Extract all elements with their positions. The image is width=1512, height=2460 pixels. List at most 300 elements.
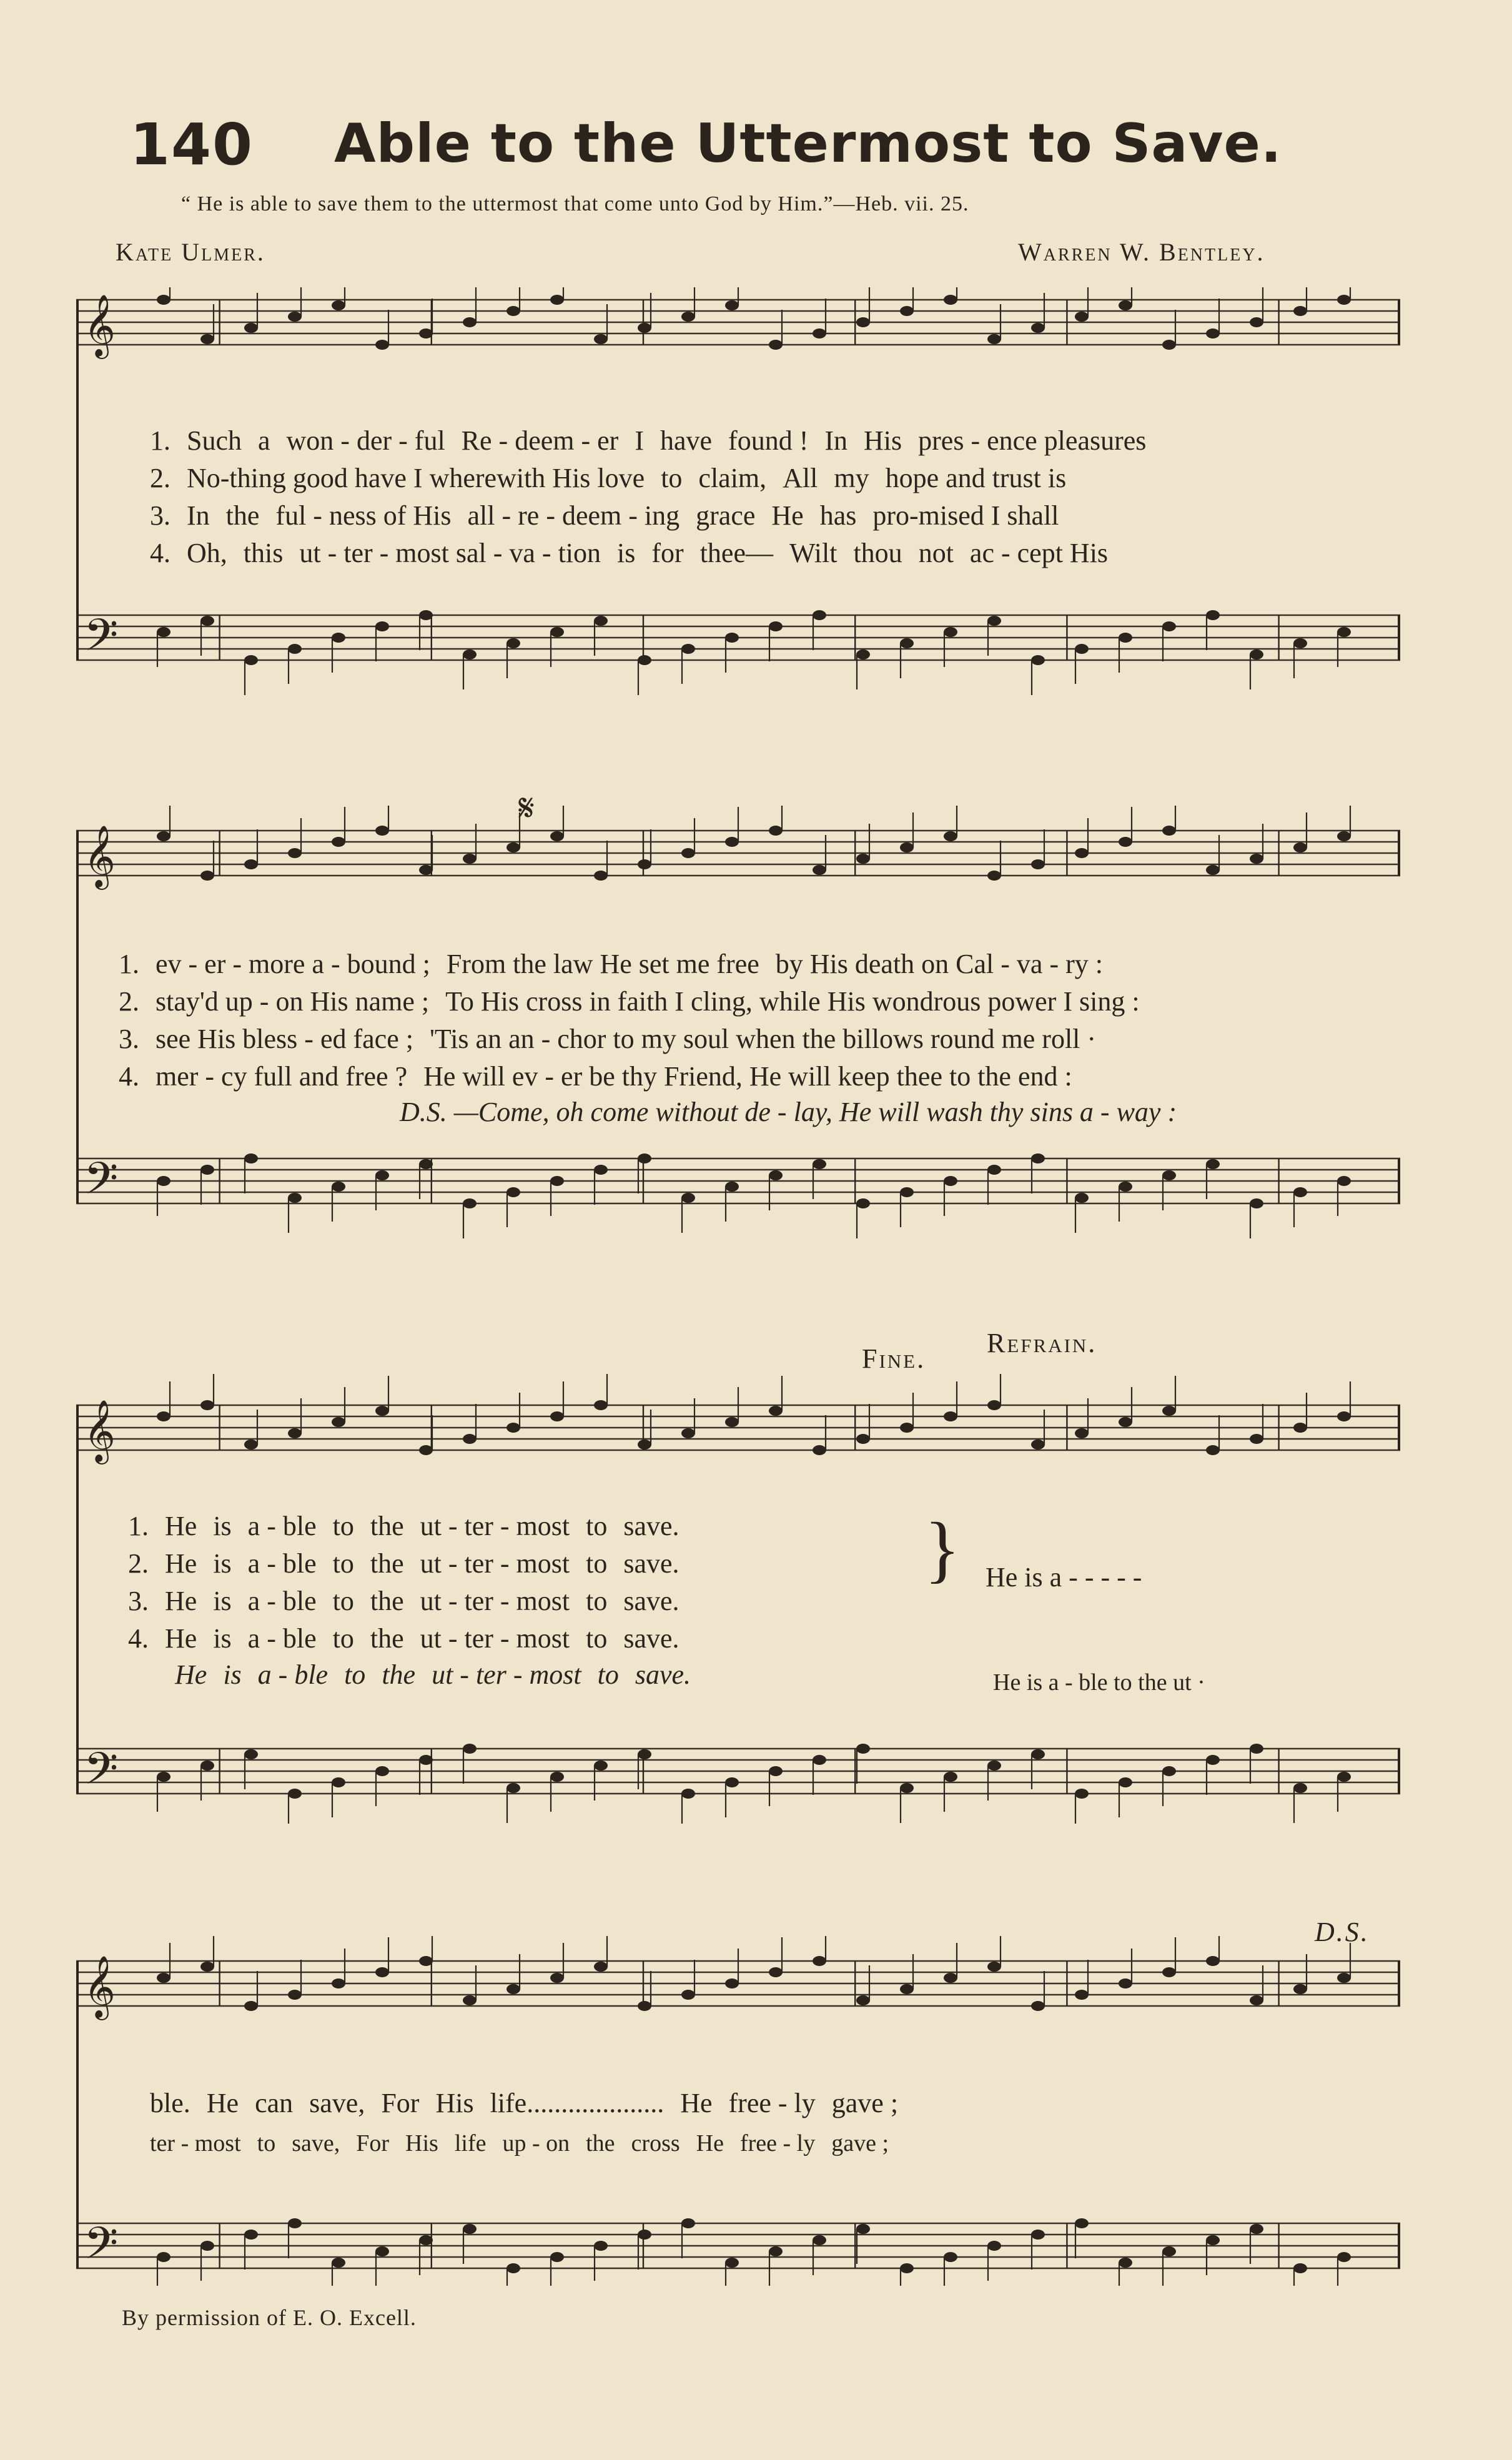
lyric-word: to — [586, 1586, 608, 1616]
notehead — [900, 2263, 914, 2273]
notehead — [1162, 2246, 1176, 2256]
lyric-word: His — [435, 2088, 474, 2118]
lyric-word: to — [332, 1511, 354, 1541]
notehead — [550, 627, 564, 637]
notehead — [200, 2241, 214, 2251]
lyric-word: For — [381, 2088, 420, 2118]
notehead — [1250, 1744, 1263, 1754]
notehead — [288, 1428, 302, 1438]
notehead — [332, 1182, 345, 1192]
lyric-word: the — [370, 1623, 404, 1654]
notehead — [157, 295, 170, 305]
notehead — [725, 2258, 739, 2268]
notehead — [594, 871, 608, 881]
lyric-word: save. — [623, 1623, 679, 1654]
notehead — [987, 616, 1001, 626]
notehead — [987, 1400, 1001, 1410]
lyric-word: gave ; — [831, 2130, 889, 2156]
notehead — [244, 1749, 258, 1759]
lyric-word: All — [783, 463, 818, 493]
notehead — [463, 1995, 477, 2005]
lyric-word: gave ; — [831, 2088, 899, 2118]
notehead — [244, 323, 258, 333]
verse-brace: } — [924, 1507, 961, 1590]
notehead — [1337, 295, 1351, 305]
notehead — [856, 1198, 870, 1208]
lyric-word: to — [661, 463, 683, 493]
notehead — [813, 328, 826, 338]
treble-clef-icon: 𝄞 — [84, 294, 116, 357]
notehead — [681, 1428, 695, 1438]
notehead — [1031, 1440, 1045, 1450]
notehead — [1250, 317, 1263, 327]
notehead — [594, 2241, 608, 2251]
lyric-word: to — [586, 1548, 608, 1579]
lyric-word: save, — [309, 2088, 365, 2118]
notehead — [1206, 1956, 1220, 1966]
notehead — [1337, 1772, 1351, 1782]
notehead — [987, 871, 1001, 881]
notehead — [506, 306, 520, 316]
lyric-word: grace — [696, 500, 756, 531]
lyric-word: is — [223, 1659, 242, 1690]
lyric-word: see His bless - ed face ; — [156, 1024, 413, 1054]
notehead — [1162, 1967, 1176, 1977]
lyric-word: 3. — [128, 1586, 149, 1616]
notehead — [944, 295, 957, 305]
lyric-word: not — [918, 538, 954, 568]
lyric-word: to — [586, 1623, 608, 1654]
notehead — [1119, 1417, 1132, 1427]
lyric-word: is — [213, 1548, 232, 1579]
notehead — [681, 1990, 695, 2000]
notehead — [288, 1193, 302, 1203]
notehead — [1206, 610, 1220, 620]
lyric-word: ev - er - more a - bound ; — [156, 949, 430, 979]
lyric-word: life.................... — [490, 2088, 665, 2118]
notehead — [1119, 1978, 1132, 1988]
notehead — [1075, 1990, 1089, 2000]
notehead — [1293, 2263, 1307, 2273]
lyric-word: save. — [623, 1548, 679, 1579]
lyric-word: is — [617, 538, 636, 568]
lyric-word: 4. — [119, 1061, 139, 1092]
notehead — [1293, 842, 1307, 852]
verse-2-line-2 — [119, 985, 1140, 1017]
composer-credit: Warren W. Bentley. — [1018, 238, 1265, 266]
lyric-word: He — [165, 1586, 197, 1616]
notehead — [419, 2235, 433, 2245]
treble-clef-icon: 𝄞 — [84, 1955, 116, 2018]
lyric-word: cross — [631, 2130, 680, 2156]
bass-clef-icon: 𝄢 — [84, 1153, 119, 1215]
notehead — [157, 1411, 170, 1421]
notehead — [244, 859, 258, 869]
segno-mark: 𝄋 — [518, 788, 536, 829]
notehead — [1162, 1170, 1176, 1180]
notehead — [1293, 638, 1307, 648]
lyric-word: 1. — [150, 425, 170, 456]
lyric-word: by His death on Cal - va - ry : — [775, 949, 1103, 979]
notehead — [638, 859, 651, 869]
notehead — [157, 2252, 170, 2262]
lyric-word: to — [332, 1623, 354, 1654]
lyric-word: a — [258, 425, 270, 456]
verse-4-line-1 — [150, 537, 1108, 569]
lyric-word: ble. — [150, 2088, 190, 2118]
verse-2-line-3 — [128, 1548, 679, 1579]
notehead — [1119, 300, 1132, 310]
notehead — [200, 1400, 214, 1410]
italic-chorus-line — [175, 1659, 691, 1691]
lyric-word: have — [660, 425, 713, 456]
lyric-word: 4. — [150, 538, 170, 568]
lyric-word: all - re - deem - ing — [467, 500, 680, 531]
notehead — [550, 295, 564, 305]
ds-mark: D.S. — [1315, 1917, 1370, 1947]
notehead — [1337, 1411, 1351, 1421]
verse-2-line-1 — [150, 462, 1066, 494]
notehead — [856, 650, 870, 659]
lyric-word: I — [635, 425, 644, 456]
notehead — [638, 2230, 651, 2240]
notehead — [288, 644, 302, 654]
notehead — [463, 2224, 477, 2234]
notehead — [813, 1956, 826, 1966]
notehead — [288, 2218, 302, 2228]
notehead — [1337, 1973, 1351, 1983]
notehead — [1293, 306, 1307, 316]
notehead — [244, 655, 258, 665]
notehead — [1075, 644, 1089, 654]
notehead — [1075, 1789, 1089, 1799]
notehead — [550, 1772, 564, 1782]
lyric-word: He will ev - er be thy Friend, He will keep thee to the end : — [423, 1061, 1072, 1092]
lyric-word: save, — [292, 2130, 340, 2156]
notehead — [1293, 1187, 1307, 1197]
notehead — [332, 837, 345, 847]
refrain-lower-line — [150, 2130, 889, 2157]
notehead — [288, 848, 302, 858]
notehead — [419, 328, 433, 338]
lyric-word: a - ble — [247, 1548, 317, 1579]
lyric-word: 1. — [119, 949, 139, 979]
notehead — [856, 1434, 870, 1444]
notehead — [681, 1789, 695, 1799]
notehead — [725, 837, 739, 847]
lyric-word: No-thing good have I wherewith His love — [187, 463, 645, 493]
notehead — [769, 621, 783, 631]
lyric-word: a - ble — [247, 1586, 317, 1616]
notehead — [463, 1198, 477, 1208]
notehead — [1119, 837, 1132, 847]
notehead — [987, 1165, 1001, 1175]
notehead — [944, 831, 957, 841]
notehead — [244, 2230, 258, 2240]
notehead — [1162, 826, 1176, 836]
notehead — [200, 1165, 214, 1175]
notehead — [1250, 650, 1263, 659]
lyric-word: Oh, — [187, 538, 227, 568]
notehead — [1250, 1198, 1263, 1208]
notehead — [987, 2241, 1001, 2251]
lyric-word: ut - ter - most sal - va - tion — [299, 538, 601, 568]
notehead — [332, 300, 345, 310]
notehead — [244, 1153, 258, 1163]
permission-credit: By permission of E. O. Excell. — [122, 2305, 417, 2330]
lyric-word: 3. — [119, 1024, 139, 1054]
notehead — [594, 1400, 608, 1410]
lyric-word: up - on — [502, 2130, 570, 2156]
notehead — [506, 638, 520, 648]
notehead — [813, 1755, 826, 1765]
notehead — [1206, 1445, 1220, 1455]
lyric-word: Such — [187, 425, 242, 456]
notehead — [1031, 1153, 1045, 1163]
lyric-word: this — [243, 538, 284, 568]
notehead — [550, 1411, 564, 1421]
notehead — [638, 1440, 651, 1450]
lyric-word: a - ble — [247, 1511, 317, 1541]
notehead — [769, 340, 783, 350]
notehead — [944, 2252, 957, 2262]
notehead — [419, 1159, 433, 1169]
verse-4-line-3 — [128, 1623, 679, 1654]
verse-3-line-2 — [119, 1023, 1096, 1055]
notehead — [463, 854, 477, 864]
notehead — [419, 610, 433, 620]
lyric-word: to — [332, 1548, 354, 1579]
notehead — [375, 826, 389, 836]
lyric-word: ut - ter - most — [420, 1511, 570, 1541]
lyric-word: a - ble — [257, 1659, 329, 1690]
notehead — [419, 865, 433, 875]
notehead — [1337, 831, 1351, 841]
lyric-word: From the law He set me free — [446, 949, 759, 979]
lyric-word: to — [332, 1586, 354, 1616]
notehead — [419, 1956, 433, 1966]
notehead — [157, 1772, 170, 1782]
notehead — [506, 1984, 520, 1994]
lyric-word: ut - ter - most — [420, 1623, 570, 1654]
notehead — [1162, 621, 1176, 631]
lyric-word: free - ly — [728, 2088, 816, 2118]
notehead — [1162, 1766, 1176, 1776]
lyric-word: stay'd up - on His name ; — [156, 986, 430, 1017]
lyric-word: to — [597, 1659, 619, 1690]
lyric-word: pres - ence pleasures — [918, 425, 1147, 456]
notehead — [1293, 1984, 1307, 1994]
notehead — [200, 616, 214, 626]
notehead — [332, 1777, 345, 1787]
lyric-word: Re - deem - er — [461, 425, 619, 456]
notehead — [288, 1789, 302, 1799]
notehead — [900, 306, 914, 316]
notehead — [1206, 865, 1220, 875]
notehead — [638, 1749, 651, 1759]
notehead — [375, 621, 389, 631]
notehead — [375, 340, 389, 350]
notehead — [244, 2001, 258, 2011]
notehead — [1162, 340, 1176, 350]
notehead — [944, 627, 957, 637]
notehead — [332, 633, 345, 643]
notehead — [594, 616, 608, 626]
notehead — [1250, 1995, 1263, 2005]
notehead — [1031, 655, 1045, 665]
notehead — [1337, 627, 1351, 637]
ds-lyric-line: D.S. —Come, oh come without de - lay, He will wash thy sins a - way : — [400, 1097, 1177, 1127]
lyric-word: 2. — [119, 986, 139, 1017]
lyric-word: the — [370, 1586, 404, 1616]
notehead — [463, 1434, 477, 1444]
notehead — [463, 1744, 477, 1754]
notehead — [856, 1744, 870, 1754]
notehead — [506, 842, 520, 852]
notehead — [1119, 2258, 1132, 2268]
lyric-word: hope and trust is — [885, 463, 1067, 493]
lyric-word: mer - cy full and free ? — [156, 1061, 408, 1092]
verse-1-line-1 — [150, 425, 1146, 457]
notehead — [550, 831, 564, 841]
epigraph: “ He is able to save them to the uttermost that come unto God by Him.”—Heb. vii. 25. — [181, 192, 969, 215]
hymn-number: 140 — [130, 111, 254, 178]
notehead — [900, 638, 914, 648]
notehead — [1119, 1182, 1132, 1192]
lyric-word: ut - ter - most — [420, 1586, 570, 1616]
lyric-word: 4. — [128, 1623, 149, 1654]
lyric-word: ter - most — [150, 2130, 241, 2156]
notehead — [200, 1761, 214, 1771]
notehead — [1337, 2252, 1351, 2262]
notehead — [813, 1445, 826, 1455]
notehead — [1162, 1406, 1176, 1416]
notehead — [725, 633, 739, 643]
verse-4-line-2 — [119, 1060, 1072, 1092]
notehead — [813, 865, 826, 875]
bass-clef-icon: 𝄢 — [84, 1743, 119, 1805]
notehead — [1031, 859, 1045, 869]
verse-1-line-2 — [119, 948, 1103, 980]
notehead — [769, 1170, 783, 1180]
lyric-word: 3. — [150, 500, 170, 531]
lyric-word: 'Tis an an - chor to my soul when the billows round me roll · — [429, 1024, 1097, 1054]
notehead — [375, 1967, 389, 1977]
fine-mark: Fine. — [862, 1343, 926, 1374]
notehead — [419, 1445, 433, 1455]
notehead — [1337, 1176, 1351, 1186]
notehead — [506, 1783, 520, 1793]
lyric-word: the — [225, 500, 260, 531]
notehead — [900, 1423, 914, 1433]
notehead — [1031, 2230, 1045, 2240]
notehead — [681, 848, 695, 858]
treble-clef-icon: 𝄞 — [84, 825, 116, 887]
notehead — [419, 1755, 433, 1765]
lyric-word: to — [344, 1659, 366, 1690]
notehead — [769, 1406, 783, 1416]
notehead — [244, 1440, 258, 1450]
lyric-word: He — [696, 2130, 724, 2156]
lyric-word: can — [255, 2088, 294, 2118]
notehead — [506, 1423, 520, 1433]
notehead — [1293, 1783, 1307, 1793]
notehead — [1075, 2218, 1089, 2228]
notehead — [638, 1153, 651, 1163]
notehead — [375, 2246, 389, 2256]
verse-1-line-3 — [128, 1510, 679, 1542]
notehead — [332, 1417, 345, 1427]
lyric-word: life — [454, 2130, 487, 2156]
notehead — [288, 1990, 302, 2000]
lyric-word: is — [213, 1511, 232, 1541]
lyric-word: In — [187, 500, 210, 531]
notehead — [550, 2252, 564, 2262]
lyric-word: the — [370, 1511, 404, 1541]
notehead — [463, 317, 477, 327]
bass-clef-icon: 𝄢 — [84, 2218, 119, 2280]
notehead — [1250, 1434, 1263, 1444]
lyric-word: to — [586, 1511, 608, 1541]
lyric-word: is — [213, 1586, 232, 1616]
notehead — [200, 334, 214, 344]
notehead — [506, 2263, 520, 2273]
lyric-word: thou — [853, 538, 902, 568]
lyric-word: He — [771, 500, 804, 531]
notehead — [987, 1962, 1001, 1972]
lyric-word: He — [175, 1659, 207, 1690]
notehead — [1075, 1428, 1089, 1438]
lyric-word: ut - ter - most — [420, 1548, 570, 1579]
lyric-word: ful - ness of His — [275, 500, 452, 531]
lyricist-credit: Kate Ulmer. — [116, 238, 265, 266]
lyric-word: thee— — [699, 538, 773, 568]
notehead — [594, 334, 608, 344]
notehead — [856, 2224, 870, 2234]
hymn-title: Able to the Uttermost to Save. — [334, 112, 1282, 175]
lyric-word: He — [165, 1623, 197, 1654]
refrain-upper-text: He is a - - - - - — [986, 1562, 1142, 1593]
lyric-word: the — [370, 1548, 404, 1579]
notehead — [725, 1978, 739, 1988]
lyric-word: save. — [623, 1511, 679, 1541]
lyric-word: the — [382, 1659, 416, 1690]
notehead — [769, 1766, 783, 1776]
notehead — [987, 334, 1001, 344]
lyric-word: to — [257, 2130, 276, 2156]
lyric-word: He — [165, 1548, 197, 1579]
refrain-upper-line — [150, 2087, 898, 2119]
notehead — [1206, 2235, 1220, 2245]
notehead — [200, 1962, 214, 1972]
lyric-word: He — [165, 1511, 197, 1541]
lyric-word: ac - cept His — [969, 538, 1109, 568]
notehead — [1206, 1755, 1220, 1765]
notehead — [944, 1411, 957, 1421]
lyric-word: found ! — [728, 425, 809, 456]
notehead — [769, 1967, 783, 1977]
notehead — [157, 627, 170, 637]
notehead — [1031, 2001, 1045, 2011]
lyric-word: save. — [635, 1659, 691, 1690]
lyric-word: my — [834, 463, 869, 493]
notehead — [944, 1973, 957, 1983]
lyric-word: won - der - ful — [286, 425, 445, 456]
lyric-word: To His cross in faith I cling, while His wondrous power I sing : — [445, 986, 1140, 1017]
lyric-word: has — [819, 500, 857, 531]
notehead — [1075, 1193, 1089, 1203]
notehead — [681, 2218, 695, 2228]
